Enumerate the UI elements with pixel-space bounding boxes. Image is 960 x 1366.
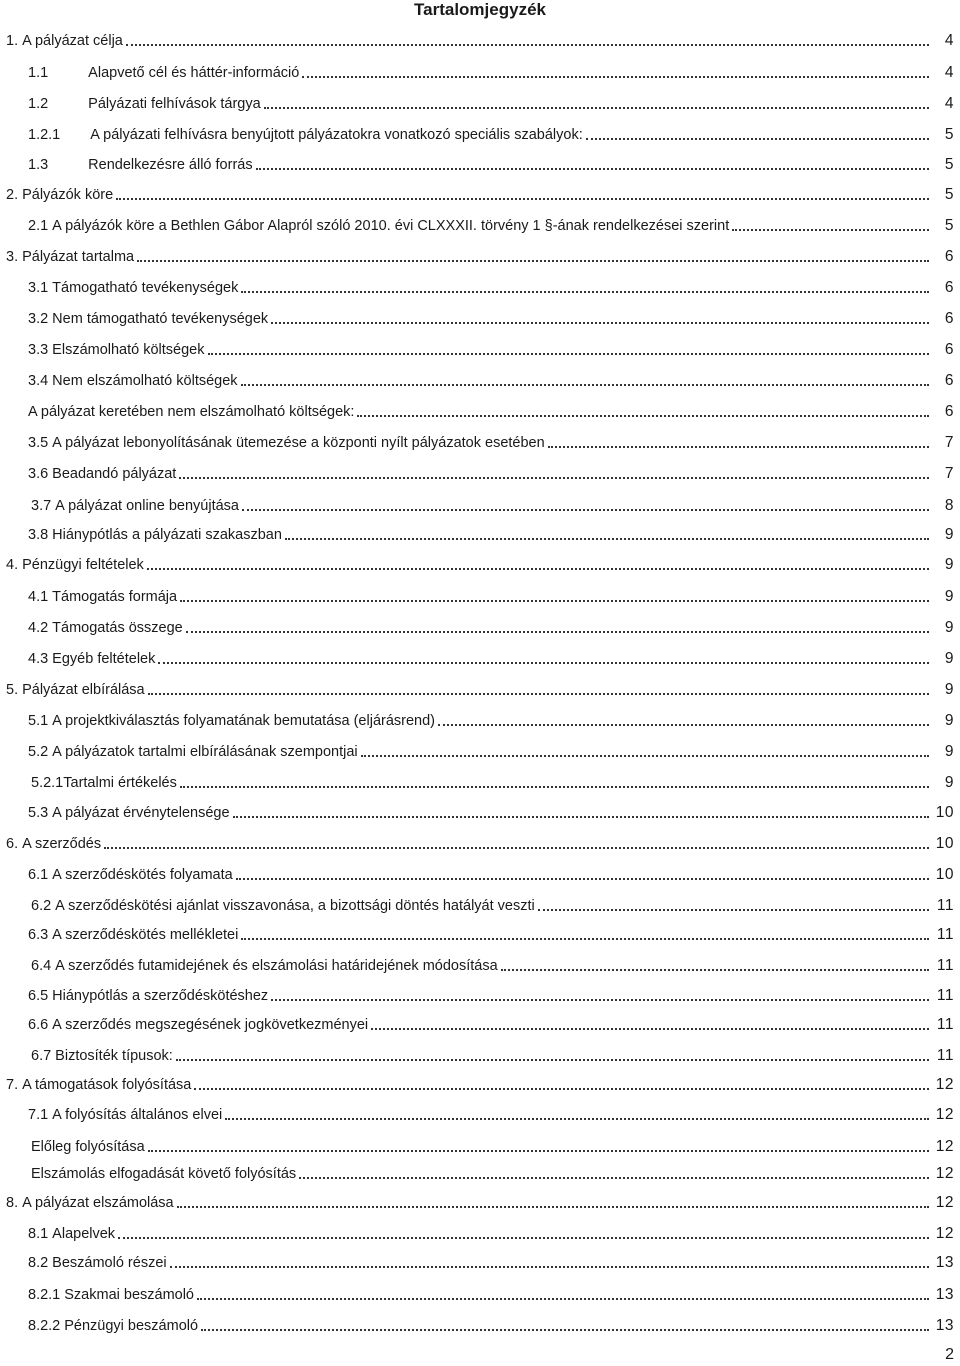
- dot-leader: [241, 291, 929, 293]
- toc-entry[interactable]: [28, 306, 954, 328]
- dot-leader: [371, 1028, 929, 1030]
- toc-entry-title: A pályázat lebonyolításának ütemezése a központi nyílt pályázatok esetében: [52, 435, 545, 451]
- dot-leader: [271, 999, 929, 1001]
- toc-entry-number: 1.2: [28, 96, 49, 112]
- dot-leader: [299, 1177, 929, 1179]
- toc-entry-title: A pályázat elszámolása: [22, 1195, 174, 1211]
- toc-entry-title: A pályázók köre a Bethlen Gábor Alapról szóló 2010. évi CLXXXII. törvény 1 §-ának rendelkezései szerint: [52, 218, 730, 234]
- toc-entry[interactable]: [28, 1221, 954, 1243]
- toc-entry[interactable]: [31, 893, 954, 915]
- toc-entry-title: Pályázat tartalma: [22, 249, 135, 265]
- toc-entry[interactable]: [31, 953, 954, 975]
- toc-entry-page: 5: [944, 217, 954, 234]
- toc-entry-title: Pénzügyi feltételek: [22, 557, 144, 573]
- toc-entry-title: Pályázat elbírálása: [22, 682, 145, 698]
- dot-leader: [179, 477, 929, 479]
- toc-entry-number: 6.2: [31, 898, 52, 914]
- toc-entry[interactable]: [6, 244, 954, 266]
- toc-entry-title: A szerződéskötési ajánlat visszavonása, a bizottsági döntés hatályát veszti: [55, 898, 535, 914]
- toc-entry[interactable]: [28, 430, 954, 452]
- toc-entry-number: 1.2.1: [28, 127, 61, 143]
- toc-entry[interactable]: [28, 584, 954, 606]
- toc-entry-title: A szerződés futamidejének és elszámolási határidejének módosítása: [55, 958, 498, 974]
- toc-entry-page: 6: [944, 341, 954, 358]
- toc-entry-number: 5.2: [28, 744, 49, 760]
- toc-entry-number: 1.1: [28, 65, 49, 81]
- dot-leader: [236, 878, 929, 880]
- toc-entry-number: 3.6: [28, 466, 49, 482]
- toc-entry-page: 12: [935, 1165, 954, 1182]
- toc-entry-title: Előleg folyósítása: [31, 1139, 145, 1155]
- toc-entry-title: A pályázat érvénytelensége: [52, 805, 230, 821]
- dot-leader: [148, 1150, 929, 1152]
- toc-entry[interactable]: [28, 1282, 954, 1304]
- toc-entry-title: A pályázat online benyújtása: [55, 498, 239, 514]
- toc-entry-number: 8.: [6, 1195, 19, 1211]
- toc-entry[interactable]: [28, 337, 954, 359]
- toc-entry-page: 6: [944, 310, 954, 327]
- toc-entry[interactable]: [28, 646, 954, 668]
- toc-entry[interactable]: [28, 152, 954, 174]
- dot-leader: [241, 938, 929, 940]
- dot-leader: [438, 724, 929, 726]
- toc-entry[interactable]: [6, 182, 954, 204]
- toc-entry-title: Egyéb feltételek: [52, 651, 156, 667]
- toc-entry-title: Elszámolható költségek: [52, 342, 205, 358]
- dot-leader: [118, 1237, 929, 1239]
- toc-entry-page: 5: [944, 156, 954, 173]
- toc-entry[interactable]: [28, 862, 954, 884]
- toc-entry-number: 3.7: [31, 498, 52, 514]
- toc-entry[interactable]: [28, 800, 954, 822]
- toc-entry[interactable]: [28, 922, 954, 944]
- toc-entry-page: 12: [935, 1194, 954, 1211]
- toc-entry-number: 6.6: [28, 1017, 49, 1033]
- dot-leader: [170, 1266, 929, 1268]
- toc-entry-page: 11: [936, 1016, 954, 1033]
- toc-entry-number: 6.4: [31, 958, 52, 974]
- toc-entry-page: 9: [944, 681, 954, 698]
- toc-entry-number: 8.1: [28, 1226, 49, 1242]
- toc-entry-page: 11: [936, 926, 954, 943]
- toc-entry-title: Szakmai beszámoló: [64, 1287, 194, 1303]
- toc-entry-title: Elszámolás elfogadását követő folyósítás: [31, 1166, 297, 1182]
- toc-entry[interactable]: [6, 552, 954, 574]
- toc-entry-number: 5.: [6, 682, 19, 698]
- toc-entry-number: 7.: [6, 1077, 19, 1093]
- toc-entry-number: 5.2.1: [31, 775, 64, 791]
- dot-leader: [264, 107, 929, 109]
- toc-entry-page: 12: [935, 1138, 954, 1155]
- toc-entry[interactable]: [28, 708, 954, 730]
- toc-entry-number: 2.: [6, 187, 19, 203]
- dot-leader: [180, 786, 929, 788]
- page-number: 2: [945, 1346, 954, 1363]
- toc-entry-page: 13: [935, 1286, 954, 1303]
- toc-entry-title: Támogatás formája: [52, 589, 178, 605]
- toc-entry-page: 4: [944, 95, 954, 112]
- toc-entry[interactable]: [28, 983, 954, 1005]
- dot-leader: [361, 755, 929, 757]
- toc-entry-title: A pályázati felhívásra benyújtott pályázatokra vonatkozó speciális szabályok:: [90, 127, 583, 143]
- dot-leader: [194, 1088, 929, 1090]
- toc-entry-title: A szerződés megszegésének jogkövetkezményei: [52, 1017, 369, 1033]
- dot-leader: [302, 76, 929, 78]
- toc-entry-title: Pénzügyi beszámoló: [64, 1318, 199, 1334]
- toc-entry-title: A folyósítás általános elvei: [52, 1107, 223, 1123]
- toc-entry-title: Hiánypótlás a pályázati szakaszban: [52, 527, 282, 543]
- toc-entry-page: 6: [944, 403, 954, 420]
- toc-entry[interactable]: [28, 399, 954, 421]
- toc-entry[interactable]: [28, 1313, 954, 1335]
- toc-entry-number: 8.2.1: [28, 1287, 61, 1303]
- toc-entry-number: 1.3: [28, 157, 49, 173]
- dot-leader: [271, 322, 929, 324]
- toc-entry-number: 3.2: [28, 311, 49, 327]
- toc-entry-page: 11: [936, 1047, 954, 1064]
- toc-entry-page: 7: [944, 465, 954, 482]
- toc-entry-title: A szerződéskötés folyamata: [52, 867, 233, 883]
- dot-leader: [176, 1059, 929, 1061]
- dot-leader: [208, 353, 930, 355]
- toc-entry-number: 8.2: [28, 1255, 49, 1271]
- toc-entry-title: Beszámoló részei: [52, 1255, 167, 1271]
- toc-entry-number: 7.1: [28, 1107, 49, 1123]
- toc-entry[interactable]: [31, 493, 954, 515]
- toc-entry-page: 9: [944, 526, 954, 543]
- toc-entry[interactable]: [6, 28, 954, 50]
- toc-entry-title: Támogatás összege: [52, 620, 183, 636]
- toc-entry-title: A támogatások folyósítása: [22, 1077, 192, 1093]
- toc-entry-page: 9: [944, 556, 954, 573]
- toc-entry-number: 3.4: [28, 373, 49, 389]
- toc-entry-number: 3.5: [28, 435, 49, 451]
- toc-entry-title: Pályázók köre: [22, 187, 114, 203]
- toc-entry-number: 4.3: [28, 651, 49, 667]
- toc-entry-title: Alapvető cél és háttér-információ: [88, 65, 300, 81]
- toc-entry[interactable]: [31, 770, 954, 792]
- toc-entry-title: Nem elszámolható költségek: [52, 373, 238, 389]
- toc-entry[interactable]: [31, 1161, 954, 1183]
- dot-leader: [158, 662, 929, 664]
- dot-leader: [180, 600, 929, 602]
- dot-leader: [256, 168, 929, 170]
- toc-entry-page: 4: [944, 32, 954, 49]
- toc-entry-number: 3.: [6, 249, 19, 265]
- toc-entry-title: A projektkiválasztás folyamatának bemutatása (eljárásrend): [52, 713, 435, 729]
- dot-leader: [732, 229, 929, 231]
- dot-leader: [201, 1329, 929, 1331]
- dot-leader: [148, 693, 929, 695]
- toc-entry-page: 9: [944, 743, 954, 760]
- toc-entry-title: Hiánypótlás a szerződéskötéshez: [52, 988, 269, 1004]
- toc-entry-page: 4: [944, 64, 954, 81]
- toc-entry[interactable]: [28, 213, 954, 235]
- toc-entry[interactable]: [28, 122, 954, 144]
- toc-entry-number: 5.1: [28, 713, 49, 729]
- toc-entry-page: 9: [944, 712, 954, 729]
- dot-leader: [233, 816, 929, 818]
- toc-entry-title: Tartalmi értékelés: [63, 775, 177, 791]
- toc-entry[interactable]: [6, 831, 954, 853]
- toc-entry-number: 3.3: [28, 342, 49, 358]
- toc-entry-number: 2.1: [28, 218, 49, 234]
- toc-entry-title: A pályázat célja: [22, 33, 123, 49]
- toc-entry-page: 8: [944, 497, 954, 514]
- toc-entry-page: 12: [935, 1106, 954, 1123]
- toc-entry-page: 9: [944, 588, 954, 605]
- toc-entry-number: 8.2.2: [28, 1318, 61, 1334]
- toc-entry-page: 6: [944, 279, 954, 296]
- toc-entry-number: 5.3: [28, 805, 49, 821]
- toc-entry[interactable]: [6, 677, 954, 699]
- toc-entry[interactable]: [28, 1102, 954, 1124]
- dot-leader: [147, 568, 929, 570]
- toc-entry-page: 12: [935, 1225, 954, 1242]
- dot-leader: [197, 1298, 929, 1300]
- toc-entry-page: 11: [936, 957, 954, 974]
- toc-entry[interactable]: [28, 60, 954, 82]
- dot-leader: [116, 198, 929, 200]
- toc-entry-page: 13: [935, 1317, 954, 1334]
- toc-entry-page: 12: [935, 1076, 954, 1093]
- toc-entry[interactable]: [28, 1250, 954, 1272]
- dot-leader: [586, 138, 929, 140]
- dot-leader: [538, 909, 929, 911]
- toc-entry-page: 11: [936, 897, 954, 914]
- dot-leader: [242, 509, 929, 511]
- toc-entry-page: 7: [944, 434, 954, 451]
- toc-entry[interactable]: [28, 522, 954, 544]
- toc-entry[interactable]: [28, 461, 954, 483]
- toc-entry[interactable]: [28, 1012, 954, 1034]
- toc-entry-number: 6.3: [28, 927, 49, 943]
- toc-entry-title: A pályázatok tartalmi elbírálásának szempontjai: [52, 744, 358, 760]
- toc-entry-title: A szerződés: [22, 836, 102, 852]
- toc-entry-number: 4.1: [28, 589, 49, 605]
- toc-entry[interactable]: [31, 1043, 954, 1065]
- page-title: Tartalomjegyzék: [414, 0, 546, 19]
- toc-entry-title: Nem támogatható tevékenységek: [52, 311, 269, 327]
- toc-entry-number: 3.1: [28, 280, 49, 296]
- toc-entry-number: 6.1: [28, 867, 49, 883]
- toc-entry[interactable]: [28, 368, 954, 390]
- dot-leader: [137, 260, 929, 262]
- toc-entry-title: Beadandó pályázat: [52, 466, 177, 482]
- dot-leader: [126, 44, 929, 46]
- toc-entry-number: 4.2: [28, 620, 49, 636]
- dot-leader: [241, 384, 929, 386]
- toc-entry-page: 5: [944, 126, 954, 143]
- toc-entry-page: 10: [935, 835, 954, 852]
- toc-entry[interactable]: [6, 1190, 954, 1212]
- toc-entry-title: A szerződéskötés mellékletei: [52, 927, 239, 943]
- toc-entry-title: Alapelvek: [52, 1226, 116, 1242]
- toc-entry-page: 10: [935, 804, 954, 821]
- toc-entry-number: 1.: [6, 33, 19, 49]
- toc-entry-page: 13: [935, 1254, 954, 1271]
- toc-entry[interactable]: [28, 739, 954, 761]
- toc-entry[interactable]: [6, 1072, 954, 1094]
- toc-entry-page: 11: [936, 987, 954, 1004]
- dot-leader: [285, 538, 929, 540]
- toc-entry-page: 9: [944, 650, 954, 667]
- toc-entry-title: Rendelkezésre álló forrás: [88, 157, 253, 173]
- toc-entry-number: 3.8: [28, 527, 49, 543]
- toc-entry-number: 6.: [6, 836, 19, 852]
- toc-entry[interactable]: [31, 1134, 954, 1156]
- dot-leader: [177, 1206, 929, 1208]
- toc-entry-title: Pályázati felhívások tárgya: [88, 96, 261, 112]
- toc-entry-page: 5: [944, 186, 954, 203]
- toc-entry-title: Biztosíték típusok:: [55, 1048, 173, 1064]
- toc-entry-title: A pályázat keretében nem elszámolható költségek:: [28, 404, 355, 420]
- toc-entry[interactable]: [28, 615, 954, 637]
- toc-entry-number: 6.5: [28, 988, 49, 1004]
- dot-leader: [548, 446, 929, 448]
- dot-leader: [186, 631, 929, 633]
- dot-leader: [225, 1118, 929, 1120]
- toc-entry-page: 9: [944, 619, 954, 636]
- toc-entry-page: 6: [944, 372, 954, 389]
- toc-entry-page: 10: [935, 866, 954, 883]
- toc-entry-page: 9: [944, 774, 954, 791]
- toc-entry-title: Támogatható tevékenységek: [52, 280, 239, 296]
- toc-entry-number: 4.: [6, 557, 19, 573]
- toc-entry[interactable]: [28, 91, 954, 113]
- toc-entry[interactable]: [28, 275, 954, 297]
- dot-leader: [357, 415, 929, 417]
- toc-entry-page: 6: [944, 248, 954, 265]
- dot-leader: [501, 969, 929, 971]
- toc-entry-number: 6.7: [31, 1048, 52, 1064]
- dot-leader: [104, 847, 929, 849]
